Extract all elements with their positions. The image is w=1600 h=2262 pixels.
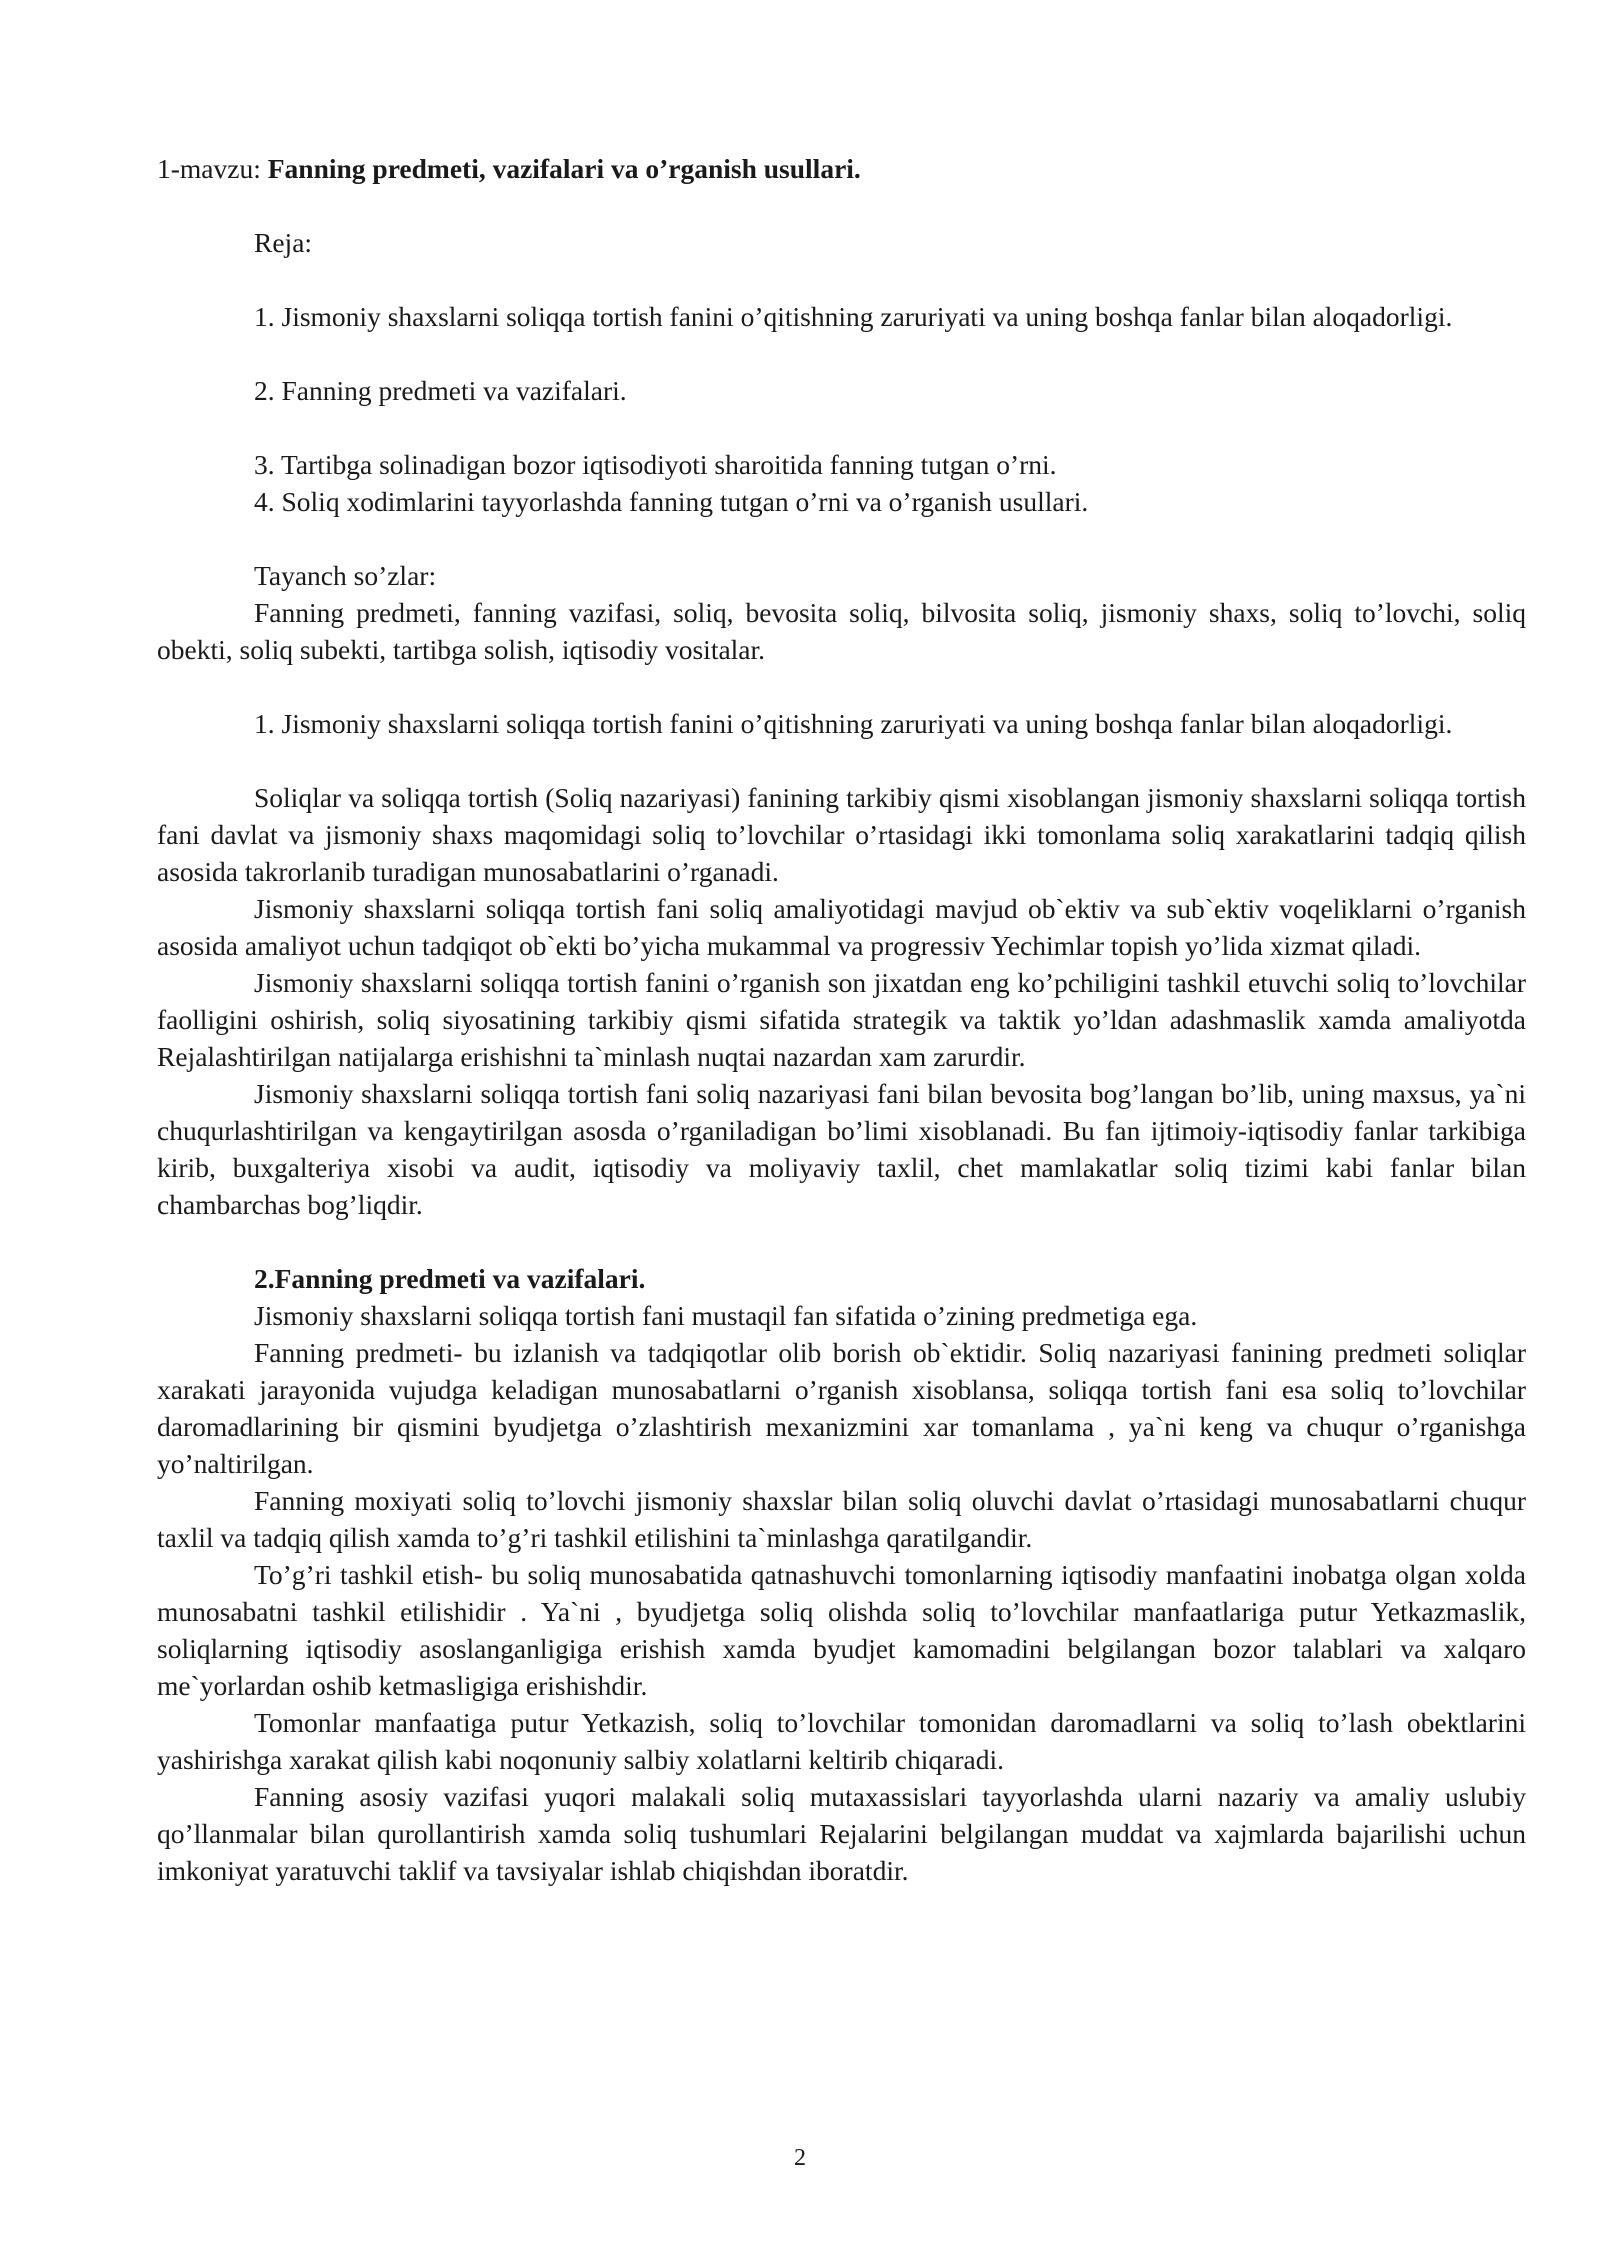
plan-label: Reja: bbox=[254, 227, 313, 258]
page-number: 2 bbox=[794, 2145, 806, 2171]
section1-paragraph: Soliqlar va soliqqa tortish (Soliq nazariyasi) fanining tarkibiy qismi xisoblangan jismoniy shaxslarni soliqqa tortish fani davlat va jismoniy shaxs maqomidagi soliq to’lovchilar o’rtasidagi ikki tomonlama soliq xarakatlarini tadqiq qilish asosida takrorlanib turadigan munosabatlarini o’rganadi. bbox=[157, 782, 1526, 887]
keywords-text: Fanning predmeti, fanning vazifasi, soliq, bevosita soliq, bilvosita soliq, jismoniy shaxs, soliq to’lovchi, soliq obekti, soliq subekti, tartibga solish, iqtisodiy vositalar. bbox=[157, 597, 1526, 665]
section1-paragraph: Jismoniy shaxslarni soliqqa tortish fanini o’rganish son jixatdan eng ko’pchiligini tashkil etuvchi soliq to’lovchilar faolligini oshirish, soliq siyosatining tarkibiy qismi sifatida strategik va taktik yo’ldan adashmaslik xamda amaliyotda Rejalashtirilgan natijalarga erishishni ta`minlash nuqtai nazardan xam zarurdir. bbox=[157, 967, 1526, 1072]
plan-item: 4. Soliq xodimlarini tayyorlashda fanning tutgan o’rni va o’rganish usullari. bbox=[254, 486, 1089, 517]
section2-paragraph: Fanning asosiy vazifasi yuqori malakali soliq mutaxassislari tayyorlashda ularni nazariy va amaliy uslubiy qo’llanmalar bilan qurollantirish xamda soliq tushumlari Rejalarini belgilangan muddat va xajmlarda bajarilishi uchun imkoniyat yaratuvchi taklif va tavsiyalar ishlab chiqishdan iboratdir. bbox=[157, 1781, 1526, 1886]
section2-heading-text: 2.Fanning predmeti va vazifalari. bbox=[254, 1263, 646, 1294]
section2-paragraph: Fanning predmeti- bu izlanish va tadqiqotlar olib borish ob`ektidir. Soliq nazariyasi fanining predmeti soliqlar xarakati jarayonida vujudga keladigan munosabatlarni o’rganish xisoblansa, soliqqa tortish fani esa soliq to’lovchilar daromadlarining bir qismini byudjetga o’zlashtirish mexanizmini xar tomanlama , ya`ni keng va chuqur o’rganishga yo’naltirilgan. bbox=[157, 1337, 1526, 1479]
section1-paragraph: Jismoniy shaxslarni soliqqa tortish fani soliq nazariyasi fani bilan bevosita bog’langan bo’lib, uning maxsus, ya`ni chuqurlashtirilgan va kengaytirilgan asosda o’rganiladigan bo’limi xisoblanadi. Bu fan ijtimoiy-iqtisodiy fanlar tarkibiga kirib, buxgalteriya xisobi va audit, iqtisodiy va moliyaviy taxlil, chet mamlakatlar soliq tizimi kabi fanlar bilan chambarchas bog’liqdir. bbox=[157, 1078, 1526, 1220]
plan-item: 3. Tartibga solinadigan bozor iqtisodiyoti sharoitida fanning tutgan o’rni. bbox=[254, 449, 1057, 480]
plan-item: 2. Fanning predmeti va vazifalari. bbox=[254, 375, 627, 406]
page-content bbox=[157, 150, 1526, 1889]
topic-title bbox=[157, 150, 1526, 187]
section1-heading: 1. Jismoniy shaxslarni soliqqa tortish fanini o’qitishning zaruriyati va uning boshqa fanlar bilan aloqadorligi. bbox=[254, 708, 1453, 739]
topic-prefix: 1-mavzu: bbox=[157, 153, 268, 184]
plan-item: 1. Jismoniy shaxslarni soliqqa tortish fanini o’qitishning zaruriyati va uning boshqa fanlar bilan aloqadorligi. bbox=[254, 301, 1453, 332]
section2-paragraph: Jismoniy shaxslarni soliqqa tortish fani mustaqil fan sifatida o’zining predmetiga ega. bbox=[254, 1300, 1198, 1331]
keywords-label: Tayanch so’zlar: bbox=[254, 560, 437, 591]
section2-heading bbox=[157, 1260, 1526, 1297]
section2-paragraph: Tomonlar manfaatiga putur Yetkazish, soliq to’lovchilar tomonidan daromadlarni va soliq to’lash obektlarini yashirishga xarakat qilish kabi noqonuniy salbiy xolatlarni keltirib chiqaradi. bbox=[157, 1707, 1526, 1775]
section2-paragraph: Fanning moxiyati soliq to’lovchi jismoniy shaxslar bilan soliq oluvchi davlat o’rtasidagi munosabatlarni chuqur taxlil va tadqiq qilish xamda to’g’ri tashkil etilishini ta`minlashga qaratilgandir. bbox=[157, 1485, 1526, 1553]
section2-paragraph: To’g’ri tashkil etish- bu soliq munosabatida qatnashuvchi tomonlarning iqtisodiy manfaatini inobatga olgan xolda munosabatni tashkil etilishidir . Ya`ni , byudjetga soliq olishda soliq to’lovchilar manfaatlariga putur Yetkazmaslik, soliqlarning iqtisodiy asoslanganligiga erishish xamda byudjet kamomadini belgilangan bozor talablari va xalqaro me`yorlardan oshib ketmasligiga erishishdir. bbox=[157, 1559, 1526, 1701]
section1-paragraph: Jismoniy shaxslarni soliqqa tortish fani soliq amaliyotidagi mavjud ob`ektiv va sub`ektiv voqeliklarni o’rganish asosida amaliyot uchun tadqiqot ob`ekti bo’yicha mukammal va progressiv Yechimlar topish yo’lida xizmat qiladi. bbox=[157, 893, 1526, 961]
topic-title-text: Fanning predmeti, vazifalari va o’rganish usullari. bbox=[267, 153, 861, 184]
